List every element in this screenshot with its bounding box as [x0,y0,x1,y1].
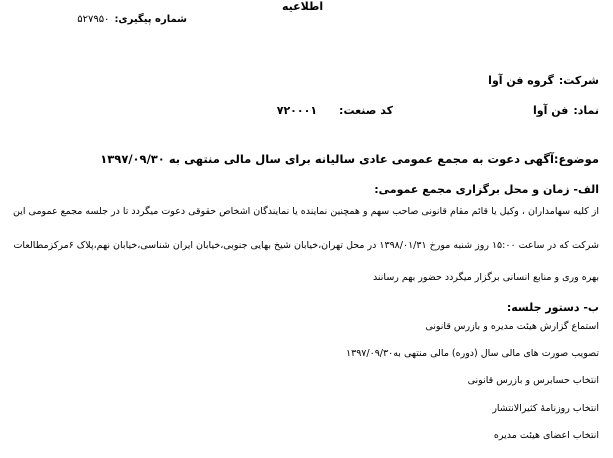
notice-title: اطلاعیه [282,0,324,13]
industry-code-label: کد صنعت: [339,104,393,117]
company-row [488,74,599,87]
agenda-item: تصویب صورت های مالی سال (دوره) مالی منتهی به۱۳۹۷/۰۹/۳۰ [345,348,599,359]
industry-code-value: ۷۲۰۰۰۱ [276,104,318,117]
symbol-row [533,104,599,117]
section-b-heading: ب- دستور جلسه: [506,301,599,314]
symbol-value: فن آوا [533,104,569,117]
notice-subject: موضوع:آگهی دعوت به مجمع عمومی عادی سالیانه برای سال مالی منتهی به ۱۳۹۷/۰۹/۳۰ [100,152,599,166]
company-name: گروه فن آوا [488,74,554,87]
section-a-line: از کلیه سهامداران ، وکیل یا قائم مقام قانونی صاحب سهم و همچنین نماینده یا نمایندگان اشخاص حقوقی دعوت میگردد تا در جلسه مجمع عمومی این [13,206,599,217]
tracking-value: ۵۲۷۹۵۰ [77,14,110,25]
section-a-line: بهره وری و منابع انسانی برگزار میگردد حضور بهم رسانند [372,272,599,283]
symbol-label: نماد: [573,104,599,117]
agenda-item: انتخاب روزنامهٔ کثیرالانتشار [492,403,599,414]
section-a-line: شرکت که در ساعت ۱۵:۰۰ روز شنبه مورخ ۱۳۹۸/۰۱/۳۱ در محل تهران،خیابان شیخ بهایی جنوبی،خیابان ایران شناسی،خیابان نهم،پلاک ۶مرکزمطالعات [13,240,599,251]
section-a-heading: الف- زمان و محل برگزاری مجمع عمومی: [374,183,599,196]
tracking-number [77,14,187,25]
agenda-item: انتخاب حسابرس و بازرس قانونی [467,375,599,386]
company-label: شرکت: [558,74,599,87]
industry-code-row [277,104,393,117]
agenda-item: انتخاب اعضای هیئت مدیره [493,430,599,441]
tracking-label: شماره پیگیری: [114,14,187,25]
agenda-item: استماع گزارش هیئت مدیره و بازرس قانونی [425,321,599,332]
